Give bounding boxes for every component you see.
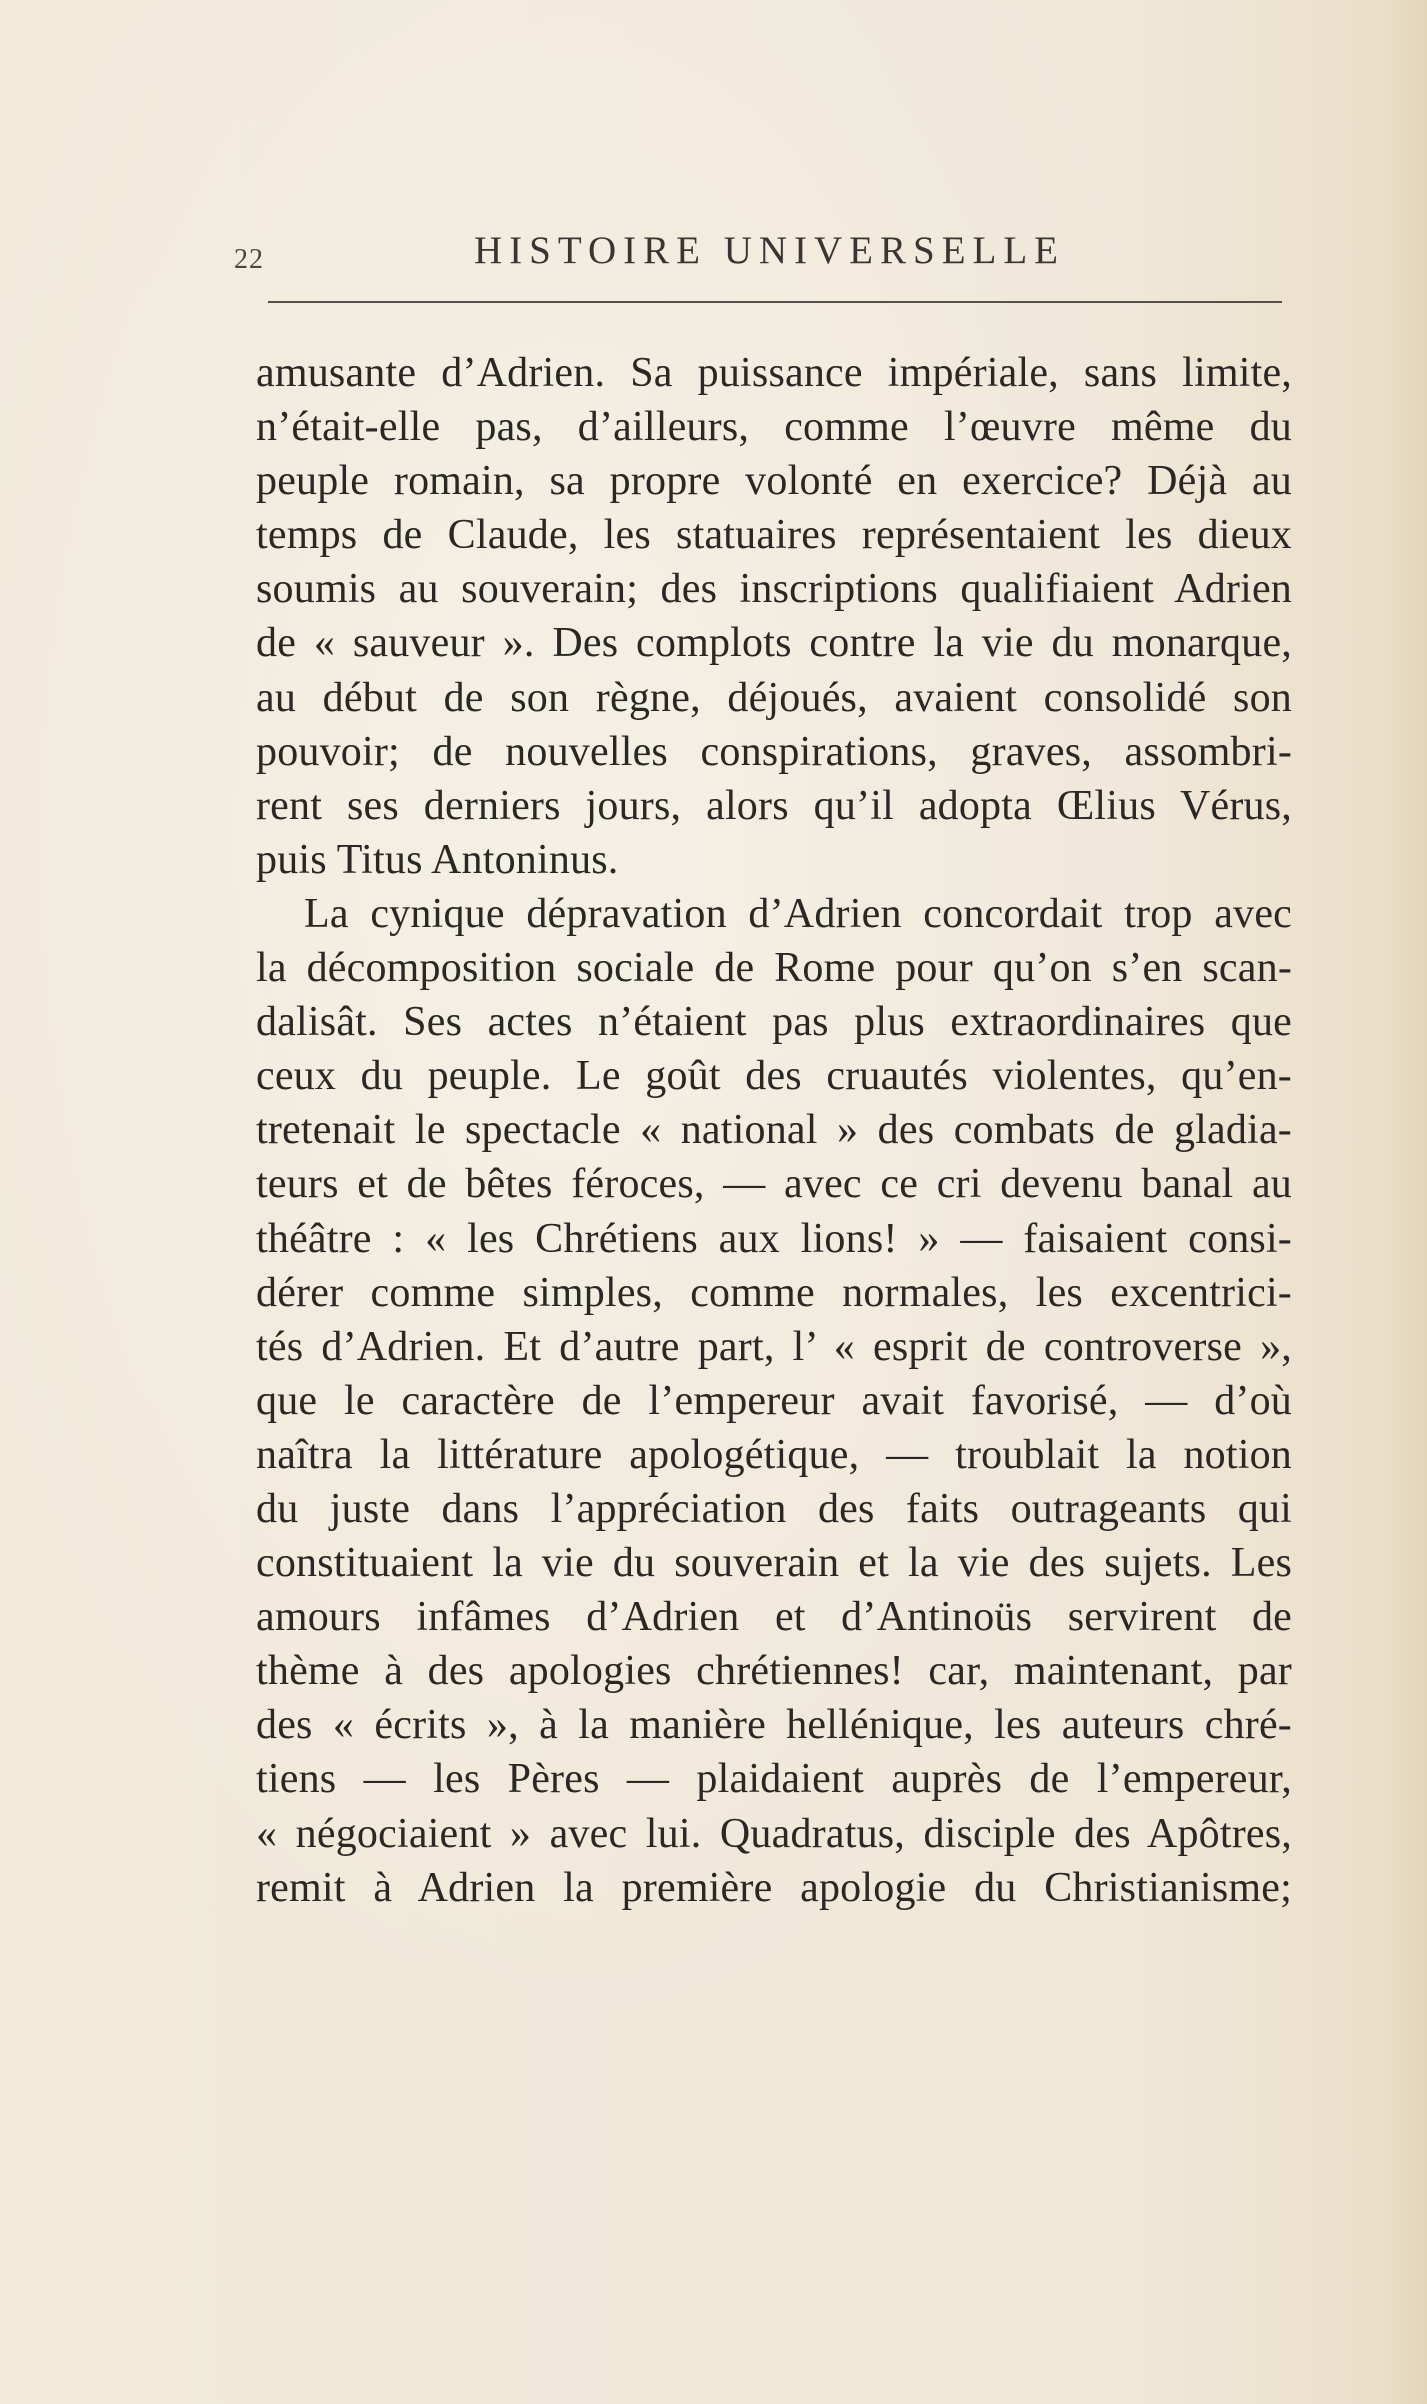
text-line: tiens — les Pères — plaidaient auprès de l’empereur, bbox=[256, 1756, 1292, 1803]
text-line: tés d’Adrien. Et d’autre part, l’ « esprit de controverse », bbox=[256, 1323, 1292, 1370]
text-line: thème à des apologies chrétiennes! car, maintenant, par bbox=[256, 1648, 1292, 1695]
text-line: ceux du peuple. Le goût des cruautés violentes, qu’en- bbox=[256, 1053, 1292, 1100]
page-header bbox=[0, 228, 1427, 288]
text-line: la décomposition sociale de Rome pour qu’on s’en scan- bbox=[256, 945, 1292, 992]
running-title: HISTOIRE UNIVERSELLE bbox=[474, 229, 1065, 272]
text-line: que le caractère de l’empereur avait favorisé, — d’où bbox=[256, 1377, 1292, 1424]
text-line: tretenait le spectacle « national » des combats de gladia- bbox=[256, 1107, 1292, 1154]
text-line: du juste dans l’appréciation des faits outrageants qui bbox=[256, 1485, 1292, 1532]
text-line: dérer comme simples, comme normales, les excentrici- bbox=[256, 1269, 1292, 1316]
paragraph-start-line: La cynique dépravation d’Adrien concordait trop avec bbox=[304, 890, 1292, 937]
text-line: soumis au souverain; des inscriptions qualifiaient Adrien bbox=[256, 566, 1292, 613]
text-line: théâtre : « les Chrétiens aux lions! » — faisaient consi- bbox=[256, 1215, 1292, 1262]
page-number: 22 bbox=[234, 244, 264, 275]
text-line: « négociaient » avec lui. Quadratus, disciple des Apôtres, bbox=[256, 1810, 1292, 1857]
header-rule bbox=[268, 301, 1282, 303]
text-line: des « écrits », à la manière hellénique, les auteurs chré- bbox=[256, 1702, 1292, 1749]
text-line: rent ses derniers jours, alors qu’il adopta Œlius Vérus, bbox=[256, 782, 1292, 829]
text-line: amusante d’Adrien. Sa puissance impériale, sans limite, bbox=[256, 350, 1292, 396]
text-line: temps de Claude, les statuaires représentaient les dieux bbox=[256, 512, 1292, 559]
text-line: n’était-elle pas, d’ailleurs, comme l’œuvre même du bbox=[256, 404, 1292, 451]
text-line: de « sauveur ». Des complots contre la vie du monarque, bbox=[256, 620, 1292, 667]
text-line: constituaient la vie du souverain et la vie des sujets. Les bbox=[256, 1540, 1292, 1587]
text-line: dalisât. Ses actes n’étaient pas plus extraordinaires que bbox=[256, 999, 1292, 1046]
text-line: teurs et de bêtes féroces, — avec ce cri devenu banal au bbox=[256, 1161, 1292, 1208]
text-line: pouvoir; de nouvelles conspirations, graves, assombri- bbox=[256, 728, 1292, 775]
text-line: naîtra la littérature apologétique, — troublait la notion bbox=[256, 1431, 1292, 1478]
text-line: remit à Adrien la première apologie du Christianisme; bbox=[256, 1864, 1292, 1911]
text-line: peuple romain, sa propre volonté en exercice? Déjà au bbox=[256, 458, 1292, 505]
text-line: puis Titus Antoninus. bbox=[256, 836, 619, 883]
body-text bbox=[256, 346, 1292, 1915]
text-line: amours infâmes d’Adrien et d’Antinoüs servirent de bbox=[256, 1594, 1292, 1641]
text-line: au début de son règne, déjoués, avaient consolidé son bbox=[256, 674, 1292, 721]
